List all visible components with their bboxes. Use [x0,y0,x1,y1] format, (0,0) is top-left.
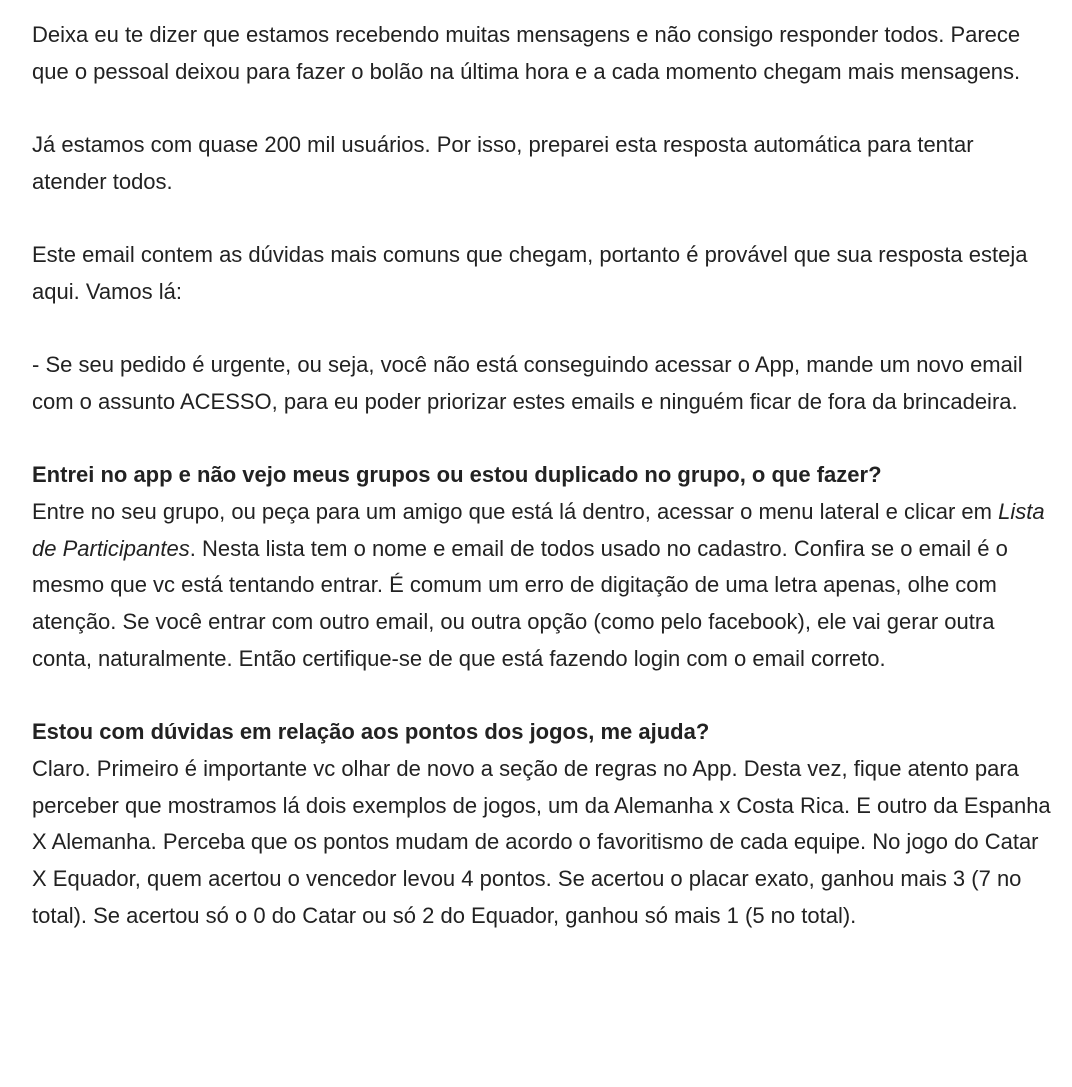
faq-answer-emphasis: Lista de Participantes [32,499,1045,561]
faq-question: Estou com dúvidas em relação aos pontos dos jogos, me ajuda? [32,719,710,745]
users-paragraph: Já estamos com quase 200 mil usuários. Por isso, preparei esta resposta automática para tentar atender todos. [32,132,974,194]
faq-answer: Claro. Primeiro é importante vc olhar de novo a seção de regras no App. Desta vez, fique atento para perceber que mostramos lá dois exemplos de jogos, um da Alemanha x Costa Rica. E outro da Espanha X Alemanha. Perceba que os pontos mudam de acordo o favoritismo de cada equipe. No jogo do Catar X Equador, quem acertou o vencedor levou 4 pontos. Se acertou o placar exato, ganhou mais 3 (7 no total). Se acertou só o 0 do Catar ou só 2 do Equador, ganhou só mais 1 (5 no total). [32,755,1051,928]
urgent-note-paragraph: - Se seu pedido é urgente, ou seja, você não está conseguindo acessar o App, mande um novo email com o assunto ACESSO, para eu poder priorizar estes emails e ninguém ficar de fora da brincadeira. [32,352,1023,414]
email-body [32,17,1052,935]
faq-item-points [32,714,1052,934]
faq-answer-end: . Nesta lista tem o nome e email de todos usado no cadastro. Confira se o email é o mesmo que vc está tentando entrar. É comum um erro de digitação de uma letra apenas, olhe com atenção. Se você entrar com outro email, ou outra opção (como pelo facebook), ele vai gerar outra conta, naturalmente. Então certifique-se de que está fazendo login com o email correto. [32,535,1008,671]
faq-intro-paragraph: Este email contem as dúvidas mais comuns que chegam, portanto é provável que sua resposta esteja aqui. Vamos lá: [32,242,1028,304]
faq-item-groups [32,457,1052,677]
intro-paragraph: Deixa eu te dizer que estamos recebendo muitas mensagens e não consigo responder todos. Parece que o pessoal deixou para fazer o bolão na última hora e a cada momento chegam mais mensagens. [32,22,1021,84]
faq-question: Entrei no app e não vejo meus grupos ou estou duplicado no grupo, o que fazer? [32,462,882,488]
faq-answer-start: Entre no seu grupo, ou peça para um amigo que está lá dentro, acessar o menu lateral e clicar em [32,499,999,525]
